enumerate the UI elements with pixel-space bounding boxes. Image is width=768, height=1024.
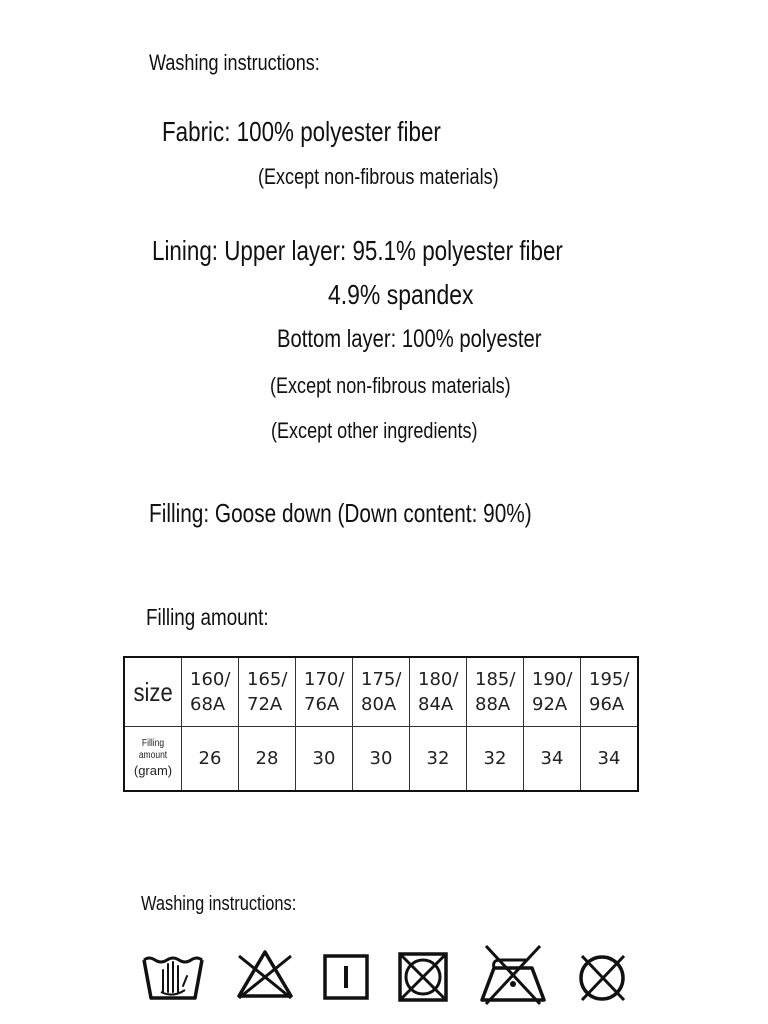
do-not-iron-icon bbox=[478, 942, 548, 1006]
do-not-tumble-dry-icon bbox=[396, 942, 452, 1002]
lining-spandex: 4.9% spandex bbox=[328, 279, 474, 310]
size-cell: 175/ 80A bbox=[353, 657, 410, 727]
fabric-note: (Except non-fibrous materials) bbox=[258, 164, 499, 189]
lining-note-other-ingredients: (Except other ingredients) bbox=[271, 418, 478, 443]
grams-cell: 28 bbox=[239, 727, 296, 792]
grams-cell: 34 bbox=[581, 727, 639, 792]
tumble-dry-line-icon bbox=[322, 942, 372, 1002]
size-cell: 195/ 96A bbox=[581, 657, 639, 727]
size-cell: 160/ 68A bbox=[182, 657, 239, 727]
size-cell: 170/ 76A bbox=[296, 657, 353, 727]
grams-cell: 34 bbox=[524, 727, 581, 792]
size-cell: 190/ 92A bbox=[524, 657, 581, 727]
filling-amount-table bbox=[123, 656, 639, 792]
size-cell: 180/ 84A bbox=[410, 657, 467, 727]
heading-washing-instructions-bottom: Washing instructions: bbox=[141, 893, 297, 915]
fabric-composition: Fabric: 100% polyester fiber bbox=[162, 116, 441, 147]
grams-cell: 26 bbox=[182, 727, 239, 792]
size-cell: 185/ 88A bbox=[467, 657, 524, 727]
filling-amount-header-cell: Filling amount (gram) bbox=[124, 727, 182, 792]
grams-cell: 32 bbox=[467, 727, 524, 792]
lining-upper-layer: Lining: Upper layer: 95.1% polyester fiber bbox=[152, 235, 563, 266]
grams-cell: 30 bbox=[353, 727, 410, 792]
hand-wash-icon bbox=[141, 942, 205, 1002]
size-cell: 165/ 72A bbox=[239, 657, 296, 727]
filling-amount-title: Filling amount: bbox=[146, 604, 269, 630]
size-header-cell: size bbox=[124, 657, 182, 727]
heading-washing-instructions-top: Washing instructions: bbox=[149, 50, 320, 75]
grams-cell: 30 bbox=[296, 727, 353, 792]
grams-cell: 32 bbox=[410, 727, 467, 792]
table-row-filling-grams bbox=[124, 727, 638, 792]
filling-composition: Filling: Goose down (Down content: 90%) bbox=[149, 498, 532, 528]
do-not-dry-clean-icon bbox=[572, 942, 632, 1002]
lining-note-non-fibrous: (Except non-fibrous materials) bbox=[270, 373, 511, 398]
do-not-bleach-icon bbox=[233, 942, 297, 1002]
lining-bottom-layer: Bottom layer: 100% polyester bbox=[277, 325, 542, 353]
table-row-sizes bbox=[124, 657, 638, 727]
